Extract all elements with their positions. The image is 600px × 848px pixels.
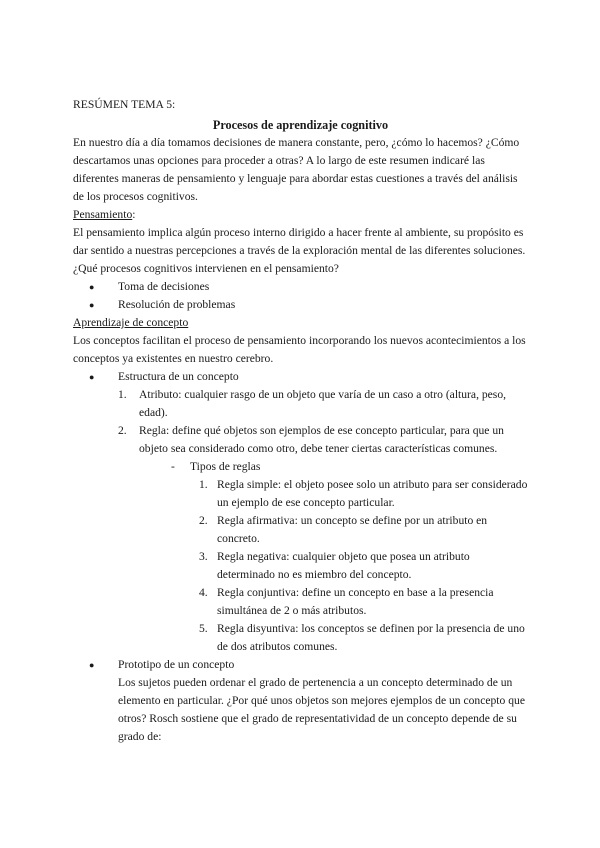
list-item-estructura: [73, 368, 528, 386]
item-number: 1.: [199, 478, 208, 491]
pensamiento-colon: :: [132, 208, 136, 221]
item-text: Regla: define qué objetos son ejemplos de ese concepto particular, para que un objeto sea considerado como otro, debe tener ciertas características comunes.: [139, 424, 504, 455]
aprendizaje-list: [73, 368, 528, 386]
document-body: [73, 96, 528, 746]
item-text: Regla afirmativa: un concepto se define por un atributo en concreto.: [217, 514, 488, 545]
pensamiento-heading: [73, 206, 528, 224]
list-item: [73, 386, 528, 422]
item-number: 2.: [199, 514, 208, 527]
item-number: 5.: [199, 622, 208, 635]
list-item: [73, 512, 528, 548]
list-item: [73, 584, 528, 620]
prototipo-paragraph: Los sujetos pueden ordenar el grado de pertenencia a un concepto determinado de un elemento en particular. ¿Por qué unos objetos son mejores ejemplos de un concepto que otros? Rosch sostiene que el grado de representatividad de un concepto depende de su grado de:: [118, 676, 525, 743]
dash-marker: -: [171, 460, 175, 473]
item-text: Atributo: cualquier rasgo de un objeto que varía de un caso a otro (altura, peso, edad).: [139, 388, 507, 419]
page-title: Procesos de aprendizaje cognitivo: [212, 118, 389, 132]
tipos-reglas-list: [73, 476, 528, 656]
list-item: [73, 620, 528, 656]
item-number: 2.: [118, 424, 127, 437]
list-item: [73, 422, 528, 458]
item-number: 1.: [118, 388, 127, 401]
tipos-reglas-item: [73, 458, 528, 476]
pensamiento-question: ¿Qué procesos cognitivos intervienen en el pensamiento?: [73, 262, 339, 275]
item-text: Regla simple: el objeto posee solo un atributo para ser considerado un ejemplo de ese concepto particular.: [217, 478, 528, 509]
estructura-numbered-list: [73, 386, 528, 458]
list-item: ● Toma de decisiones: [73, 278, 528, 296]
list-item: [73, 476, 528, 512]
pensamiento-paragraph: El pensamiento implica algún proceso interno dirigido a hacer frente al ambiente, su propósito es dar sentido a nuestras percepciones a través de la exploración mental de las diferentes soluciones.: [73, 226, 526, 257]
tipos-reglas-label: Tipos de reglas: [190, 460, 261, 473]
prototipo-label: Prototipo de un concepto: [118, 658, 235, 671]
pensamiento-label: Pensamiento: [73, 208, 133, 221]
item-text: Regla negativa: cualquier objeto que posea un atributo determinado no es miembro del concepto.: [217, 550, 470, 581]
list-item: ● Resolución de problemas: [73, 296, 528, 314]
item-text: Regla conjuntiva: define un concepto en base a la presencia simultánea de 2 o más atributos.: [217, 586, 494, 617]
estructura-label: Estructura de un concepto: [118, 370, 239, 383]
item-number: 4.: [199, 586, 208, 599]
section-heading: RESÚMEN TEMA 5:: [73, 98, 176, 111]
pensamiento-list: [73, 278, 528, 314]
item-text: Regla disyuntiva: los conceptos se definen por la presencia de uno de dos atributos comunes.: [217, 622, 525, 653]
item-number: 3.: [199, 550, 208, 563]
prototipo-list: [73, 656, 528, 674]
list-item-prototipo: [73, 656, 528, 674]
aprendizaje-heading: Aprendizaje de concepto: [73, 316, 189, 329]
intro-paragraph: En nuestro día a día tomamos decisiones de manera constante, pero, ¿cómo lo hacemos? ¿Cómo descartamos unas opciones para proceder a otras? A lo largo de este resumen indicaré las diferentes maneras de pensamiento y lenguaje para abordar estas cuestiones a través del análisis de los procesos cognitivos.: [73, 136, 520, 203]
aprendizaje-paragraph: Los conceptos facilitan el proceso de pensamiento incorporando los nuevos acontecimientos a los conceptos ya existentes en nuestro cerebro.: [73, 334, 526, 365]
list-item: [73, 548, 528, 584]
